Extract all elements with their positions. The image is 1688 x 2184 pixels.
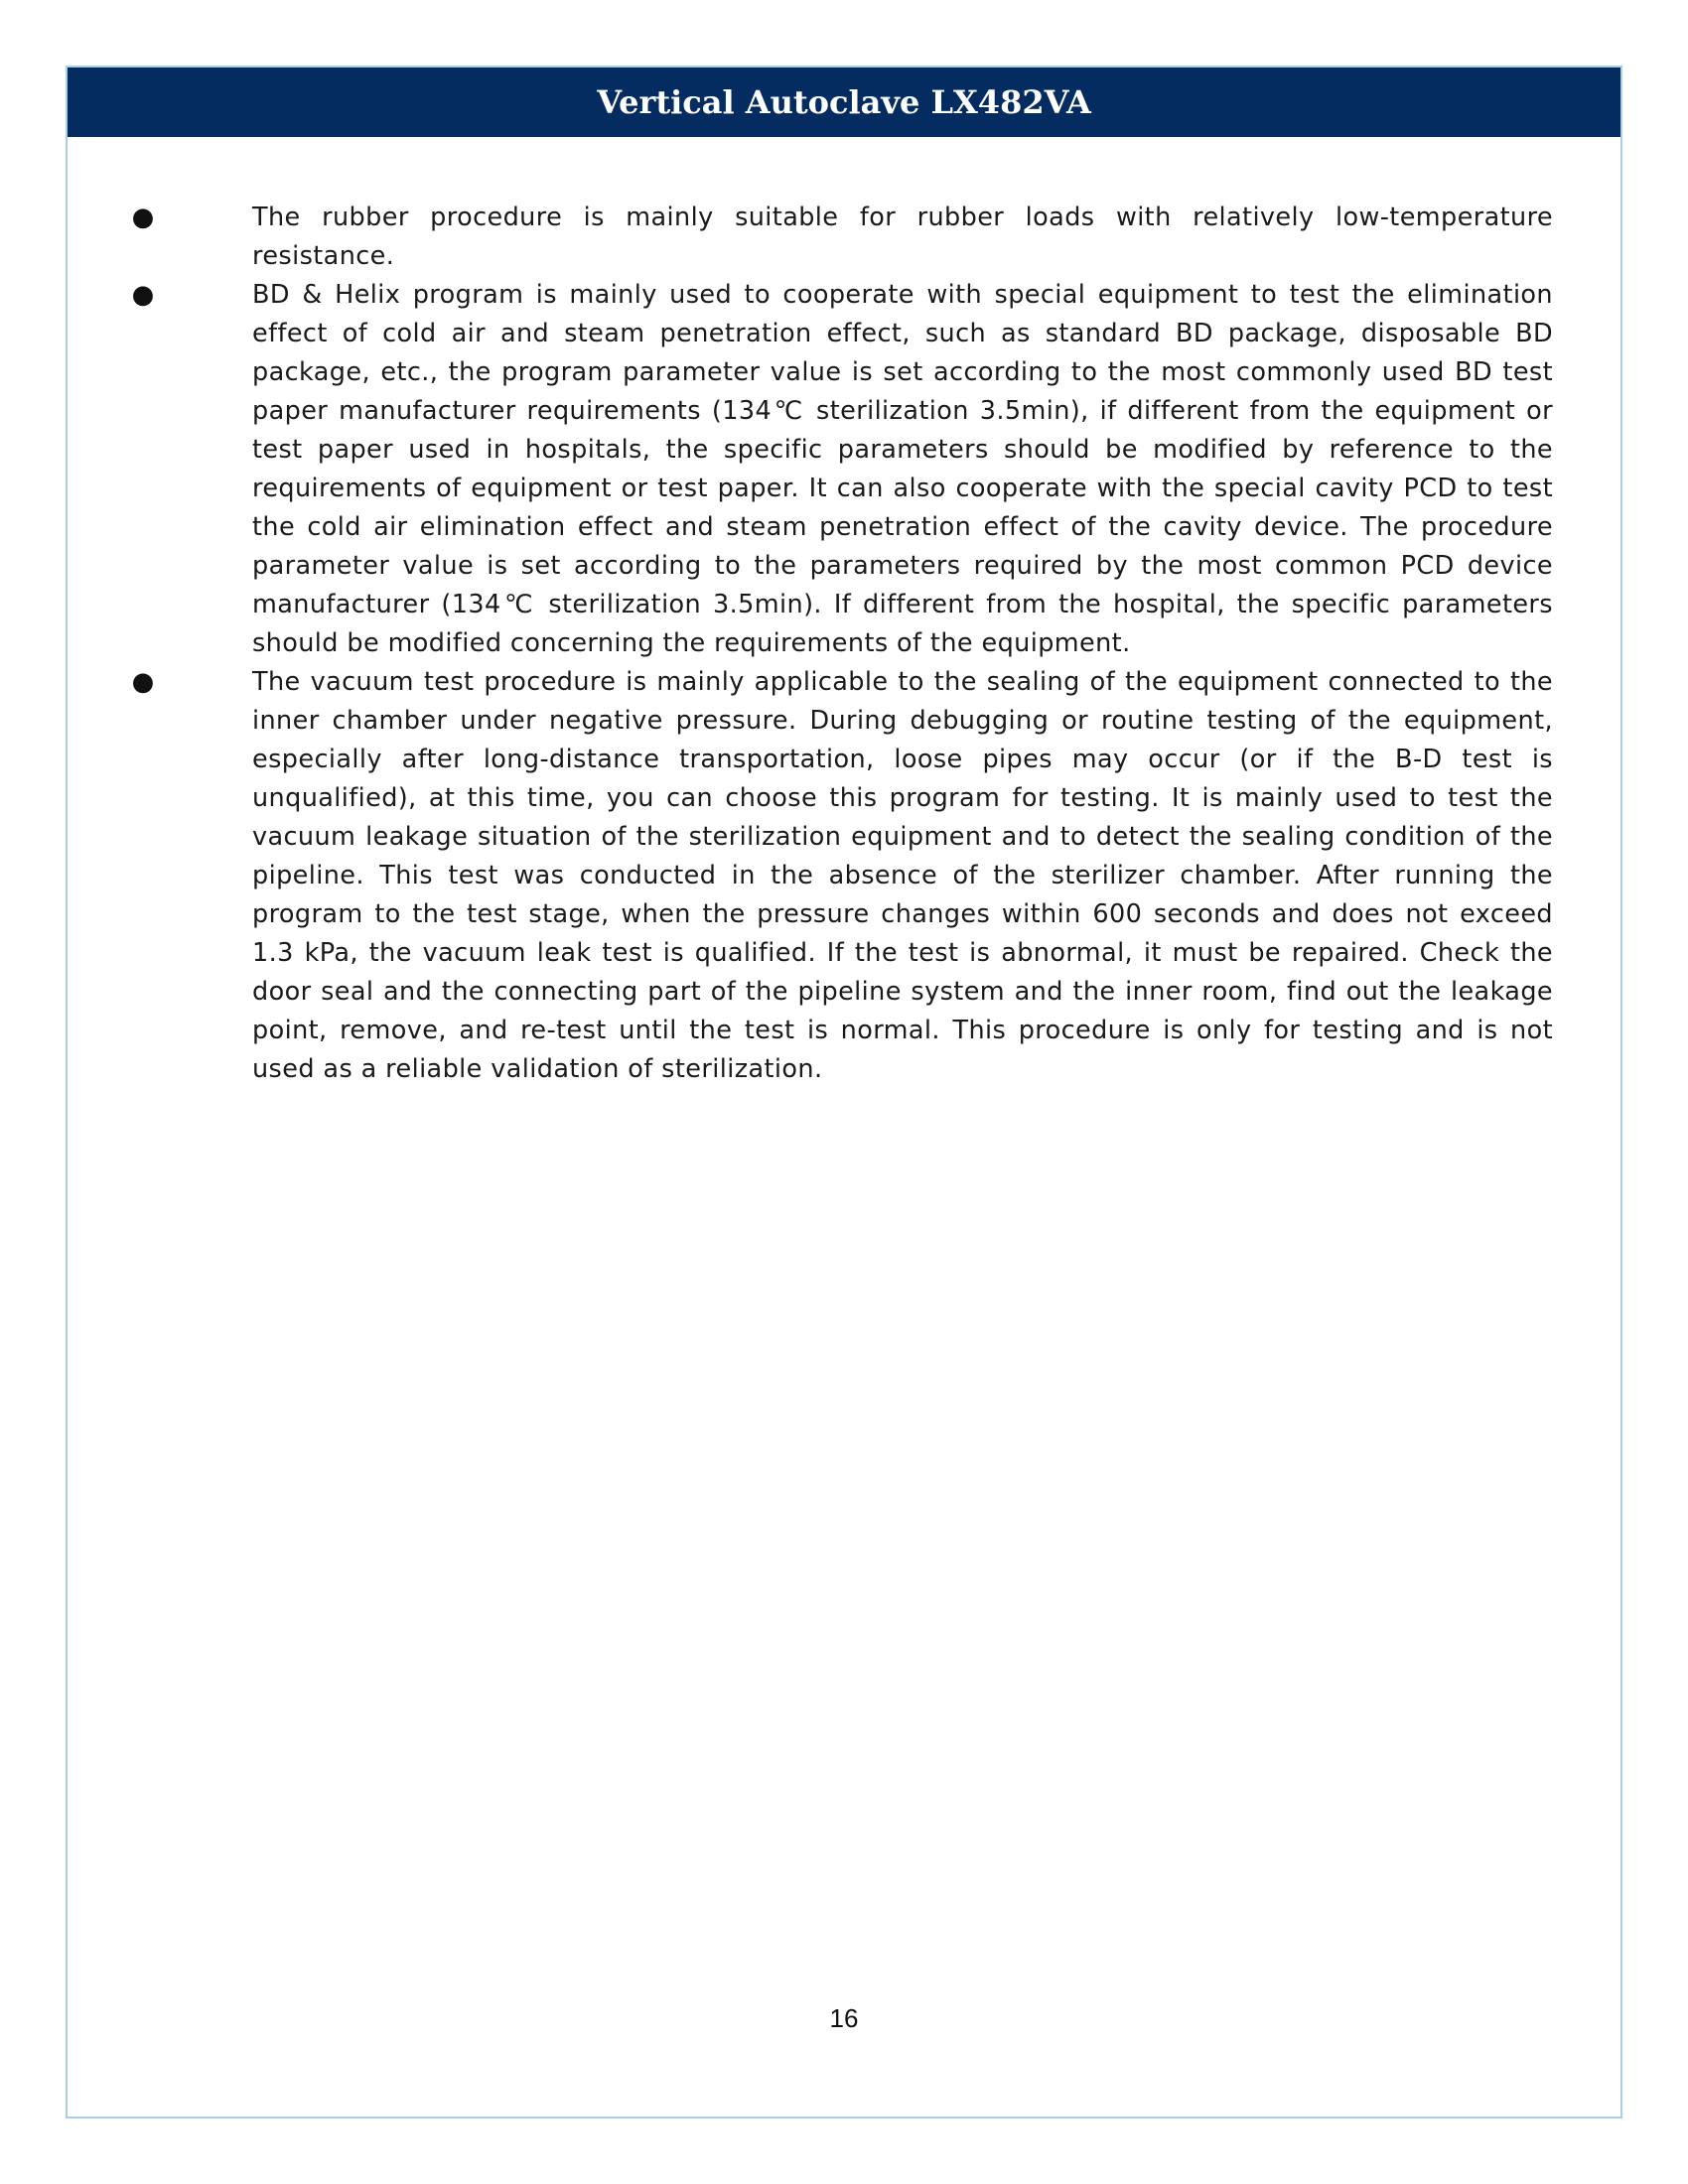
page-number: 16 bbox=[829, 2003, 859, 2033]
list-item bbox=[131, 663, 1553, 1089]
page-frame bbox=[66, 66, 1622, 2118]
bullet-icon: ● bbox=[131, 667, 155, 697]
bullet-icon: ● bbox=[131, 203, 155, 232]
list-item-text: The rubber procedure is mainly suitable for rubber loads with relatively low-temperature resistance. bbox=[252, 203, 1553, 271]
bullet-list bbox=[131, 199, 1553, 1089]
list-item bbox=[131, 199, 1553, 276]
document-body bbox=[131, 199, 1553, 1089]
list-item bbox=[131, 276, 1553, 663]
document-header bbox=[68, 68, 1620, 137]
list-item-text: The vacuum test procedure is mainly applicable to the sealing of the equipment connected to the inner chamber under negative pressure. During debugging or routine testing of the equipment, especially after long-distance transportation, loose pipes may occur (or if the B-D test is unqualified), at this time, you can choose this program for testing. It is mainly used to test the vacuum leakage situation of the sterilization equipment and to detect the sealing condition of the pipeline. This test was conducted in the absence of the sterilizer chamber. After running the program to the test stage, when the pressure changes within 600 seconds and does not exceed 1.3 kPa, the vacuum leak test is qualified. If the test is abnormal, it must be repaired. Check the door seal and the connecting part of the pipeline system and the inner room, find out the leakage point, remove, and re-test until the test is normal. This procedure is only for testing and is not used as a reliable validation of sterilization. bbox=[252, 667, 1553, 1084]
bullet-icon: ● bbox=[131, 280, 155, 310]
list-item-text: BD & Helix program is mainly used to cooperate with special equipment to test the elimination effect of cold air and steam penetration effect, such as standard BD package, disposable BD package, etc., the program parameter value is set according to the most commonly used BD test paper manufacturer requirements (134℃ sterilization 3.5min), if different from the equipment or test paper used in hospitals, the specific parameters should be modified by reference to the requirements of equipment or test paper. It can also cooperate with the special cavity PCD to test the cold air elimination effect and steam penetration effect of the cavity device. The procedure parameter value is set according to the parameters required by the most common PCD device manufacturer (134℃ sterilization 3.5min). If different from the hospital, the specific parameters should be modified concerning the requirements of the equipment. bbox=[252, 280, 1553, 658]
document-title: Vertical Autoclave LX482VA bbox=[597, 83, 1091, 121]
